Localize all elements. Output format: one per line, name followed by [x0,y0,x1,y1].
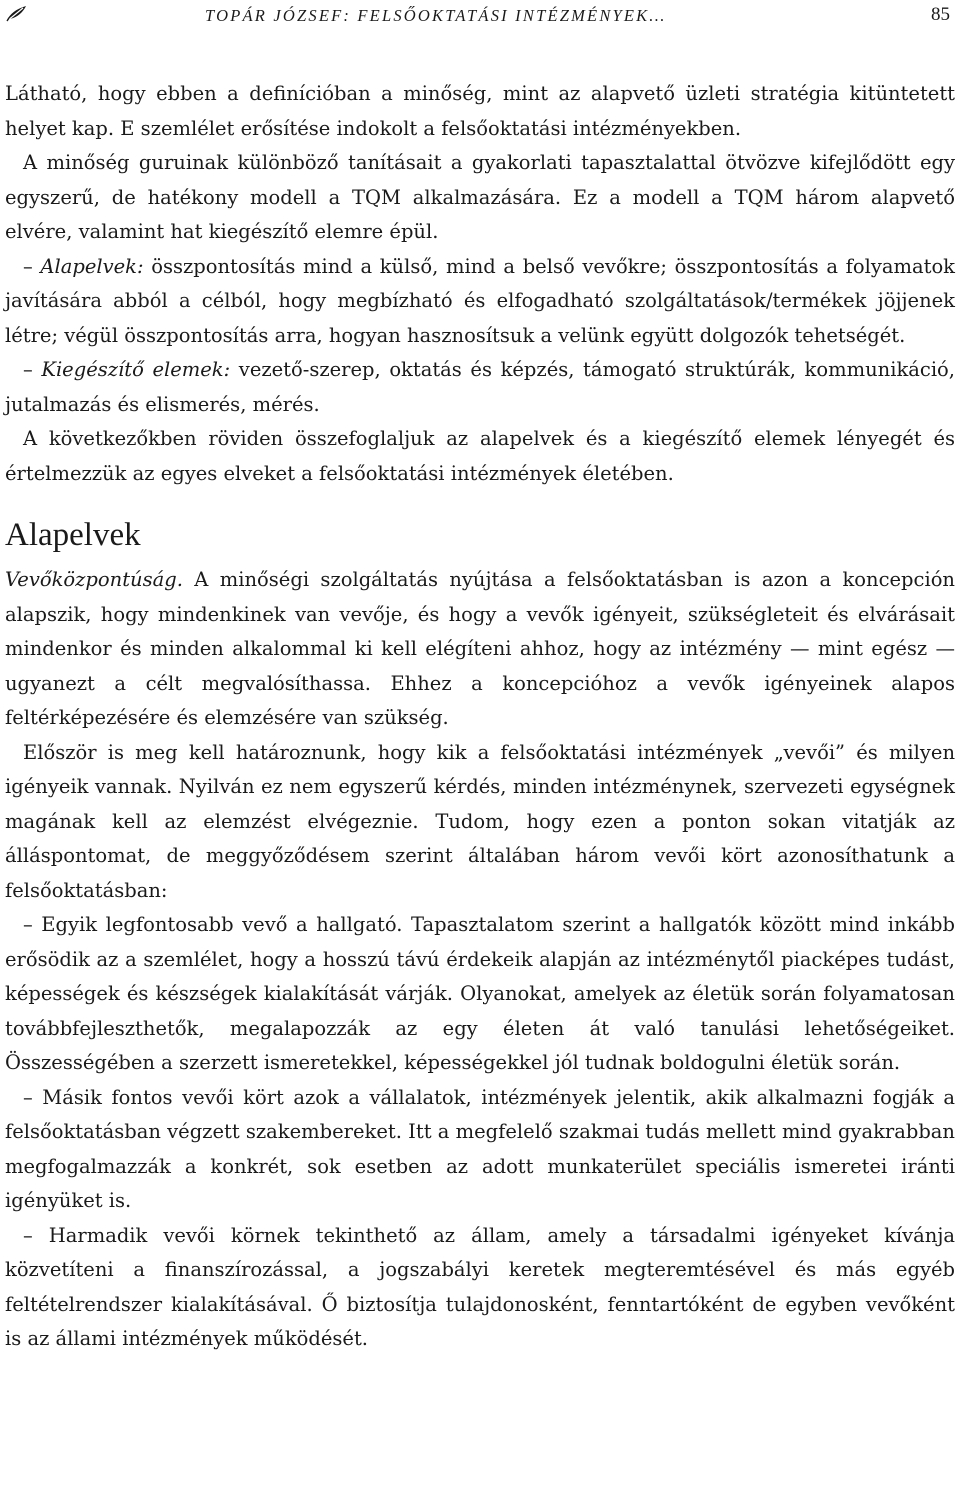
list-item-alapelvek: – Alapelvek: összpontosítás mind a külső, mind a belső vevőkre; összpontosítás a folyamatok javítására abból a célból, hogy megbízható és elfogadható szolgáltatások/termékek jöjjenek létre; végül összpontosítás arra, hogyan hasznosítsuk a velünk együtt dolgozók tehetségét. [5,254,955,347]
paragraph: A következőkben röviden összefoglaljuk az alapelvek és a kiegészítő elemek lényegét és értelmezzük az egyes elveket a felsőoktatási intézmények életében. [5,427,955,485]
paragraph: A minőség guruinak különböző tanításait a gyakorlati tapasztalattal ötvözve kifejlődött egy egyszerű, de hatékony modell a TQM alkalmazására. Ez a modell a TQM három alapvető elvére, valamint hat kiegészítő elemre épül. [5,151,955,243]
list-item: – Másik fontos vevői kört azok a vállalatok, intézmények jelentik, akik alkalmazni fogják a felsőoktatásban végzett szakembereket. Itt a megfelelő szakmai tudás mellett mind gyakrabban megfogalmazzák a konkrét, sok esetben az adott munkaterület speciális ismeretei iránti igényüket is. [5,1085,955,1212]
leaf-ornament-icon [6,4,28,22]
list-item: – Harmadik vevői körnek tekinthető az állam, amely a társadalmi igényeket kívánja közvetíteni a finanszírozással, a jogszabályi keretek megteremtésével és más egyéb feltételrendszer kialakításával. Ő biztosítja tulajdonosként, fenntartóként de egyben vevőként is az állami intézmények működését. [5,1223,955,1350]
paragraph: Először is meg kell határoznunk, hogy kik a felsőoktatási intézmények „vevői” és milyen igényeik vannak. Nyilván ez nem egyszerű kérdés, minden intézménynek, szervezeti egységnek magának kell az elemzést elvégeznie. Tudom, hogy ezen a ponton sokan vitatják az álláspontomat, de meggyőződésem szerint általában három vevői kört azonosíthatunk a felsőoktatásban: [5,740,955,902]
section-title: Alapelvek [5,517,141,553]
term-kiegeszito-elemek: Kiegészítő elemek: [41,358,231,381]
list-item: – Egyik legfontosabb vevő a hallgató. Tapasztalatom szerint a hallgatók között mind inkább erősödik az a szemlélet, hogy a hosszú távú érdekeik alapján az intézménytől piacképes tudást, képességek és készségek kialakítását várják. Olyanokat, amelyek az életük során folyamatosan továbbfejleszthetők, megalapozzák az egy életen át való tanulási lehetőségeiket. Összességében a szerzett ismeretekkel, képességekkel jól tudnak boldogulni életük során. [5,913,955,1074]
term-alapelvek: Alapelvek: [40,254,144,278]
list-item-kiegeszito-elemek: – Kiegészítő elemek: vezető-szerep, oktatás és képzés, támogató struktúrák, kommunikáció, jutalmazás és elismerés, mérés. [5,358,955,416]
page-body [5,77,955,1357]
running-header [0,0,960,32]
paragraph-vevokozpontusag: Vevőközpontúság. A minőségi szolgáltatás nyújtása a felsőoktatásban is azon a koncepción alapszik, hogy mindenkinek van vevője, és hogy a vevők igényeit, szükségleteit és elvárásait mindenkor és minden alkalommal ki kell elégíteni ahhoz, hogy az intézmény — mint egész — ugyanezt a célt megvalósíthassa. Ehhez a koncepcióhoz a vevők igényeinek alapos feltérképezésére és elemzésére van szükség. [5,568,955,729]
paragraph: Látható, hogy ebben a definícióban a minőség, mint az alapvető üzleti stratégia kitüntetett helyet kap. E szemlélet erősítése indokolt a felsőoktatási intézményekben. [5,82,955,140]
term-vevokozpontusag: Vevőközpontúság. [5,568,183,591]
running-title: TOPÁR JÓZSEF: FELSŐOKTATÁSI INTÉZMÉNYEK… [205,6,667,25]
page-number: 85 [931,4,950,25]
